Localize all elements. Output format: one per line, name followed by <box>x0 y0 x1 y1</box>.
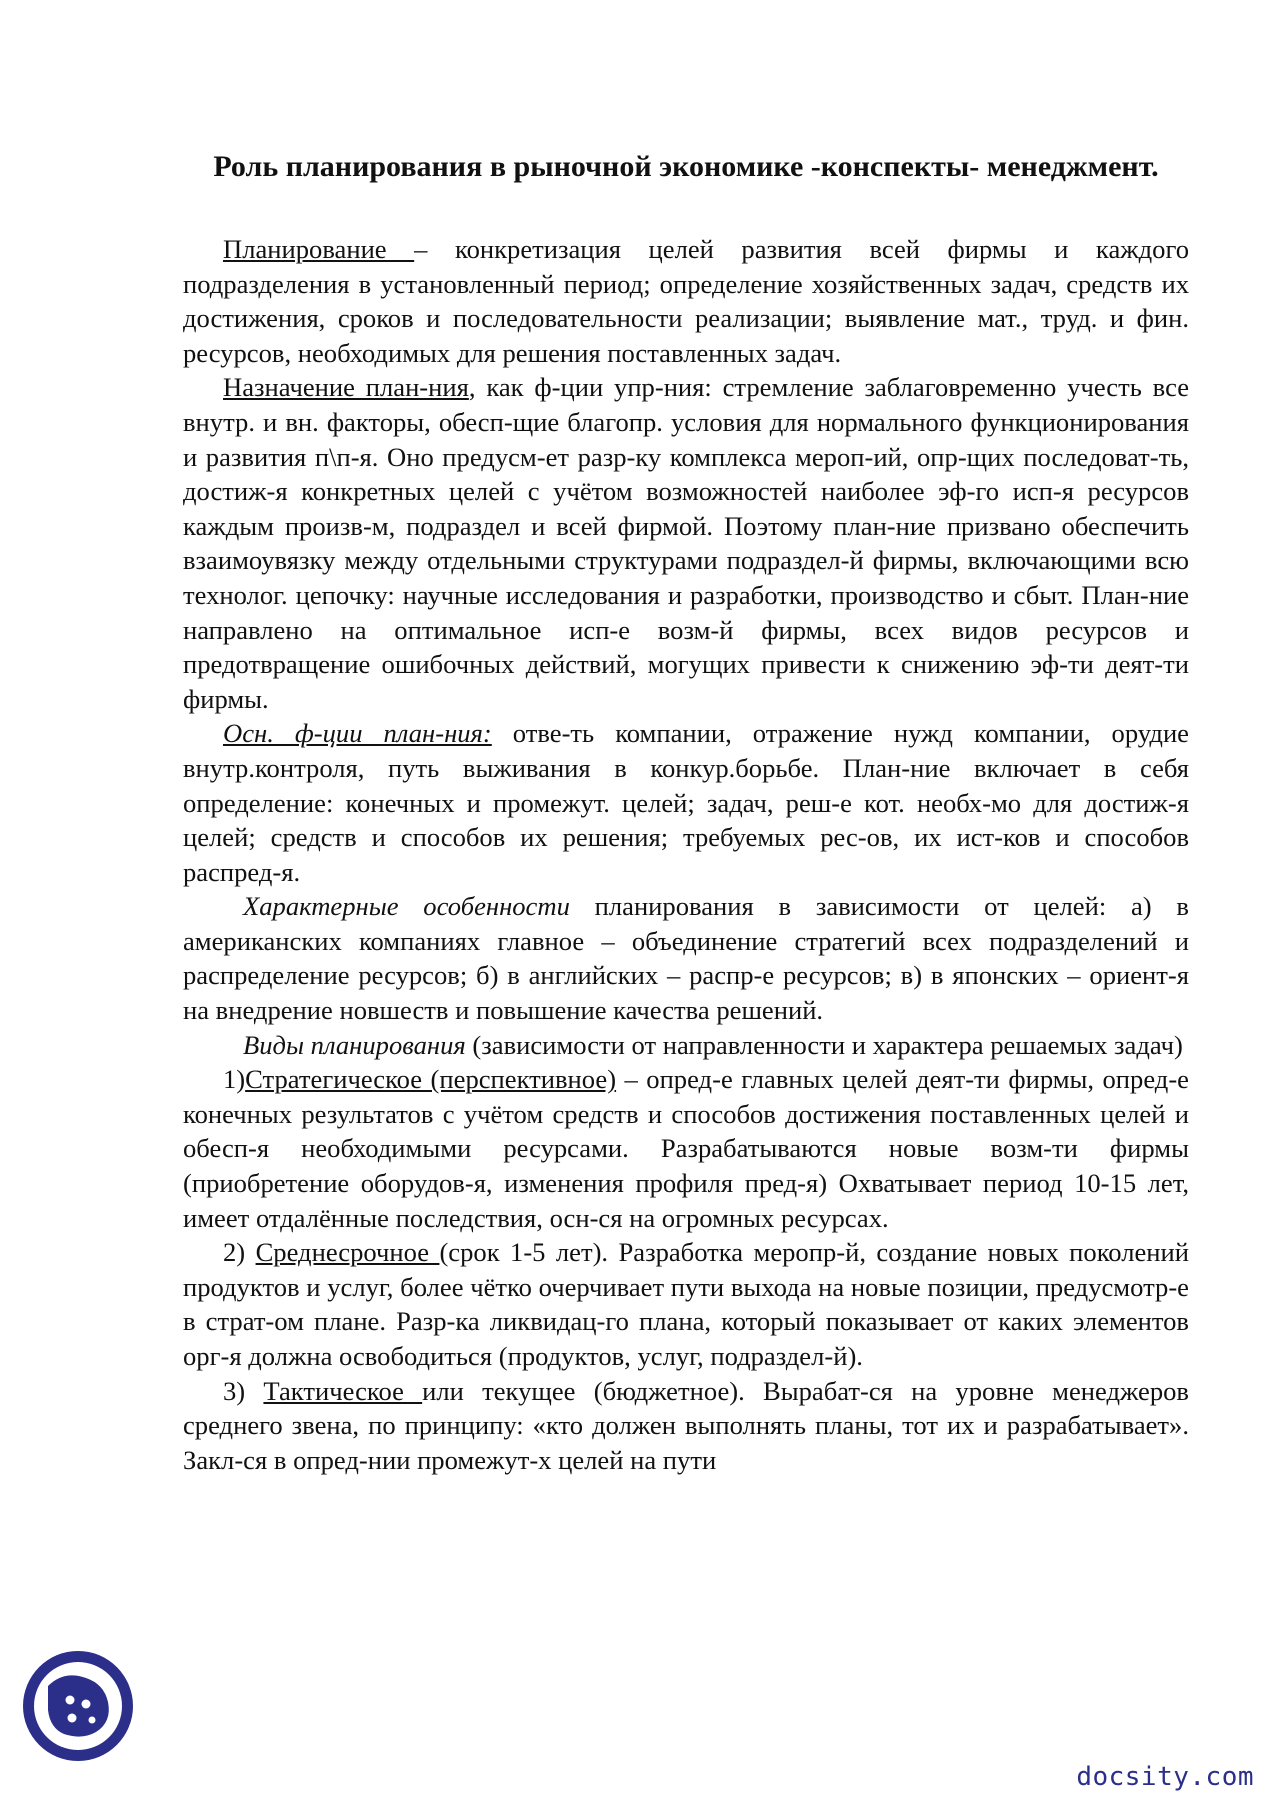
paragraph-types <box>183 1028 1189 1063</box>
term-strategic: Стратегическое (перспективное) <box>245 1064 617 1095</box>
paragraph-text: (срок 1-5 лет). Разработка меропр-й, создание новых поколений продуктов и услуг, более чётко очерчивает пути выхода на новые позиции, предусмотр-е в страт-ом плане. Разр-ка ликвидац-го плана, который показывает от каких элементов орг-я должна освободиться (продуктов, услуг, подраздел-й). <box>183 1237 1189 1371</box>
paragraph-purpose <box>183 370 1189 716</box>
paragraph-text: отве-ть компании, отражение нужд компании, орудие внутр.контроля, путь выживания в конкур.борьбе. План-ние включает в себя определение: конечных и промежут. целей; задач, реш-е кот. необх-мо для достиж-я целей; средств и способов их решения; требуемых рес-ов, их ист-ков и способов распред-я. <box>183 718 1189 887</box>
paragraph-text: , как ф-ции упр-ния: стремление заблаговременно учесть все внутр. и вн. факторы, обесп-щие благопр. условия для нормального функционирования и развития п\п-я. Оно предусм-ет разр-ку комплекса мероп-ий, опр-щих последоват-ть, достиж-я конкретных целей с учётом возможностей наиболее эф-го исп-я ресурсов каждым произв-м, подраздел и всей фирмой. Поэтому план-ние призвано обеспечить взаимоувязку между отдельными структурами подраздел-й фирмы, включающими всю технолог. цепочку: научные исследования и разработки, производство и сбыт. План-ние направлено на оптимальное исп-е возм-й фирмы, всех видов ресурсов и предотвращение ошибочных действий, могущих привести к снижению эф-ти деят-ти фирмы. <box>183 372 1189 714</box>
term-types: Виды планирования <box>243 1029 466 1060</box>
paragraph-medium-term <box>183 1235 1189 1373</box>
paragraph-text: – опред-е главных целей деят-ти фирмы, опред-е конечных результатов с учётом средств и способов достижения поставленных целей и обесп-я необходимыми ресурсами. Разрабатываются новые возм-ти фирмы (приобретение оборудов-я, изменения профиля пред-я) Охватывает период 10-15 лет, имеет отдалённые последствия, осн-ся на огромных ресурсах. <box>183 1064 1189 1233</box>
page-title: Роль планирования в рыночной экономике -конспекты- менеджмент. <box>213 150 1159 183</box>
term-planning: Планирование <box>223 234 415 264</box>
paragraph-features <box>183 889 1189 1027</box>
paragraph-functions <box>183 716 1189 889</box>
paragraph-tactical <box>183 1374 1189 1478</box>
document-body <box>183 232 1189 1477</box>
term-features: Характерные особенности <box>243 891 570 922</box>
list-prefix: 3) <box>223 1375 264 1406</box>
docsity-brand[interactable]: docsity.com <box>1076 1762 1254 1792</box>
paragraph-text: планирования в зависимости от целей: а) в американских компаниях главное – объединение стратегий всех подразделений и распределение ресурсов; б) в английских – распр-е ресурсов; в) в японских – ориент-я на внедрение новшеств и повышение качества решений. <box>183 891 1189 1026</box>
list-prefix: 1) <box>223 1064 246 1095</box>
paragraph-text: (зависимости от направленности и характера решаемых задач) <box>465 1029 1183 1060</box>
term-functions: Осн. ф-ции план-ния: <box>223 718 492 749</box>
term-purpose: Назначение план-ния <box>223 372 469 403</box>
paragraph-text: или текущее (бюджетное). Вырабат-ся на уровне менеджеров среднего звена, по принципу: «кто должен выполнять планы, тот их и разрабатывает». Закл-ся в опред-нии промежут-х целей на пути <box>183 1375 1189 1475</box>
term-medium-term: Среднесрочное <box>255 1237 440 1268</box>
paragraph-strategic <box>183 1062 1189 1235</box>
term-tactical: Тактическое <box>263 1375 423 1406</box>
docsity-logo-icon <box>20 1648 136 1764</box>
paragraph-planning <box>183 232 1189 370</box>
paragraph-text: – конкретизация целей развития всей фирмы и каждого подразделения в установленный период; определение хозяйственных задач, средств их достижения, сроков и последовательности реализации; выявление мат., труд. и фин. ресурсов, необходимых для решения поставленных задач. <box>183 234 1189 368</box>
list-prefix: 2) <box>223 1237 256 1268</box>
